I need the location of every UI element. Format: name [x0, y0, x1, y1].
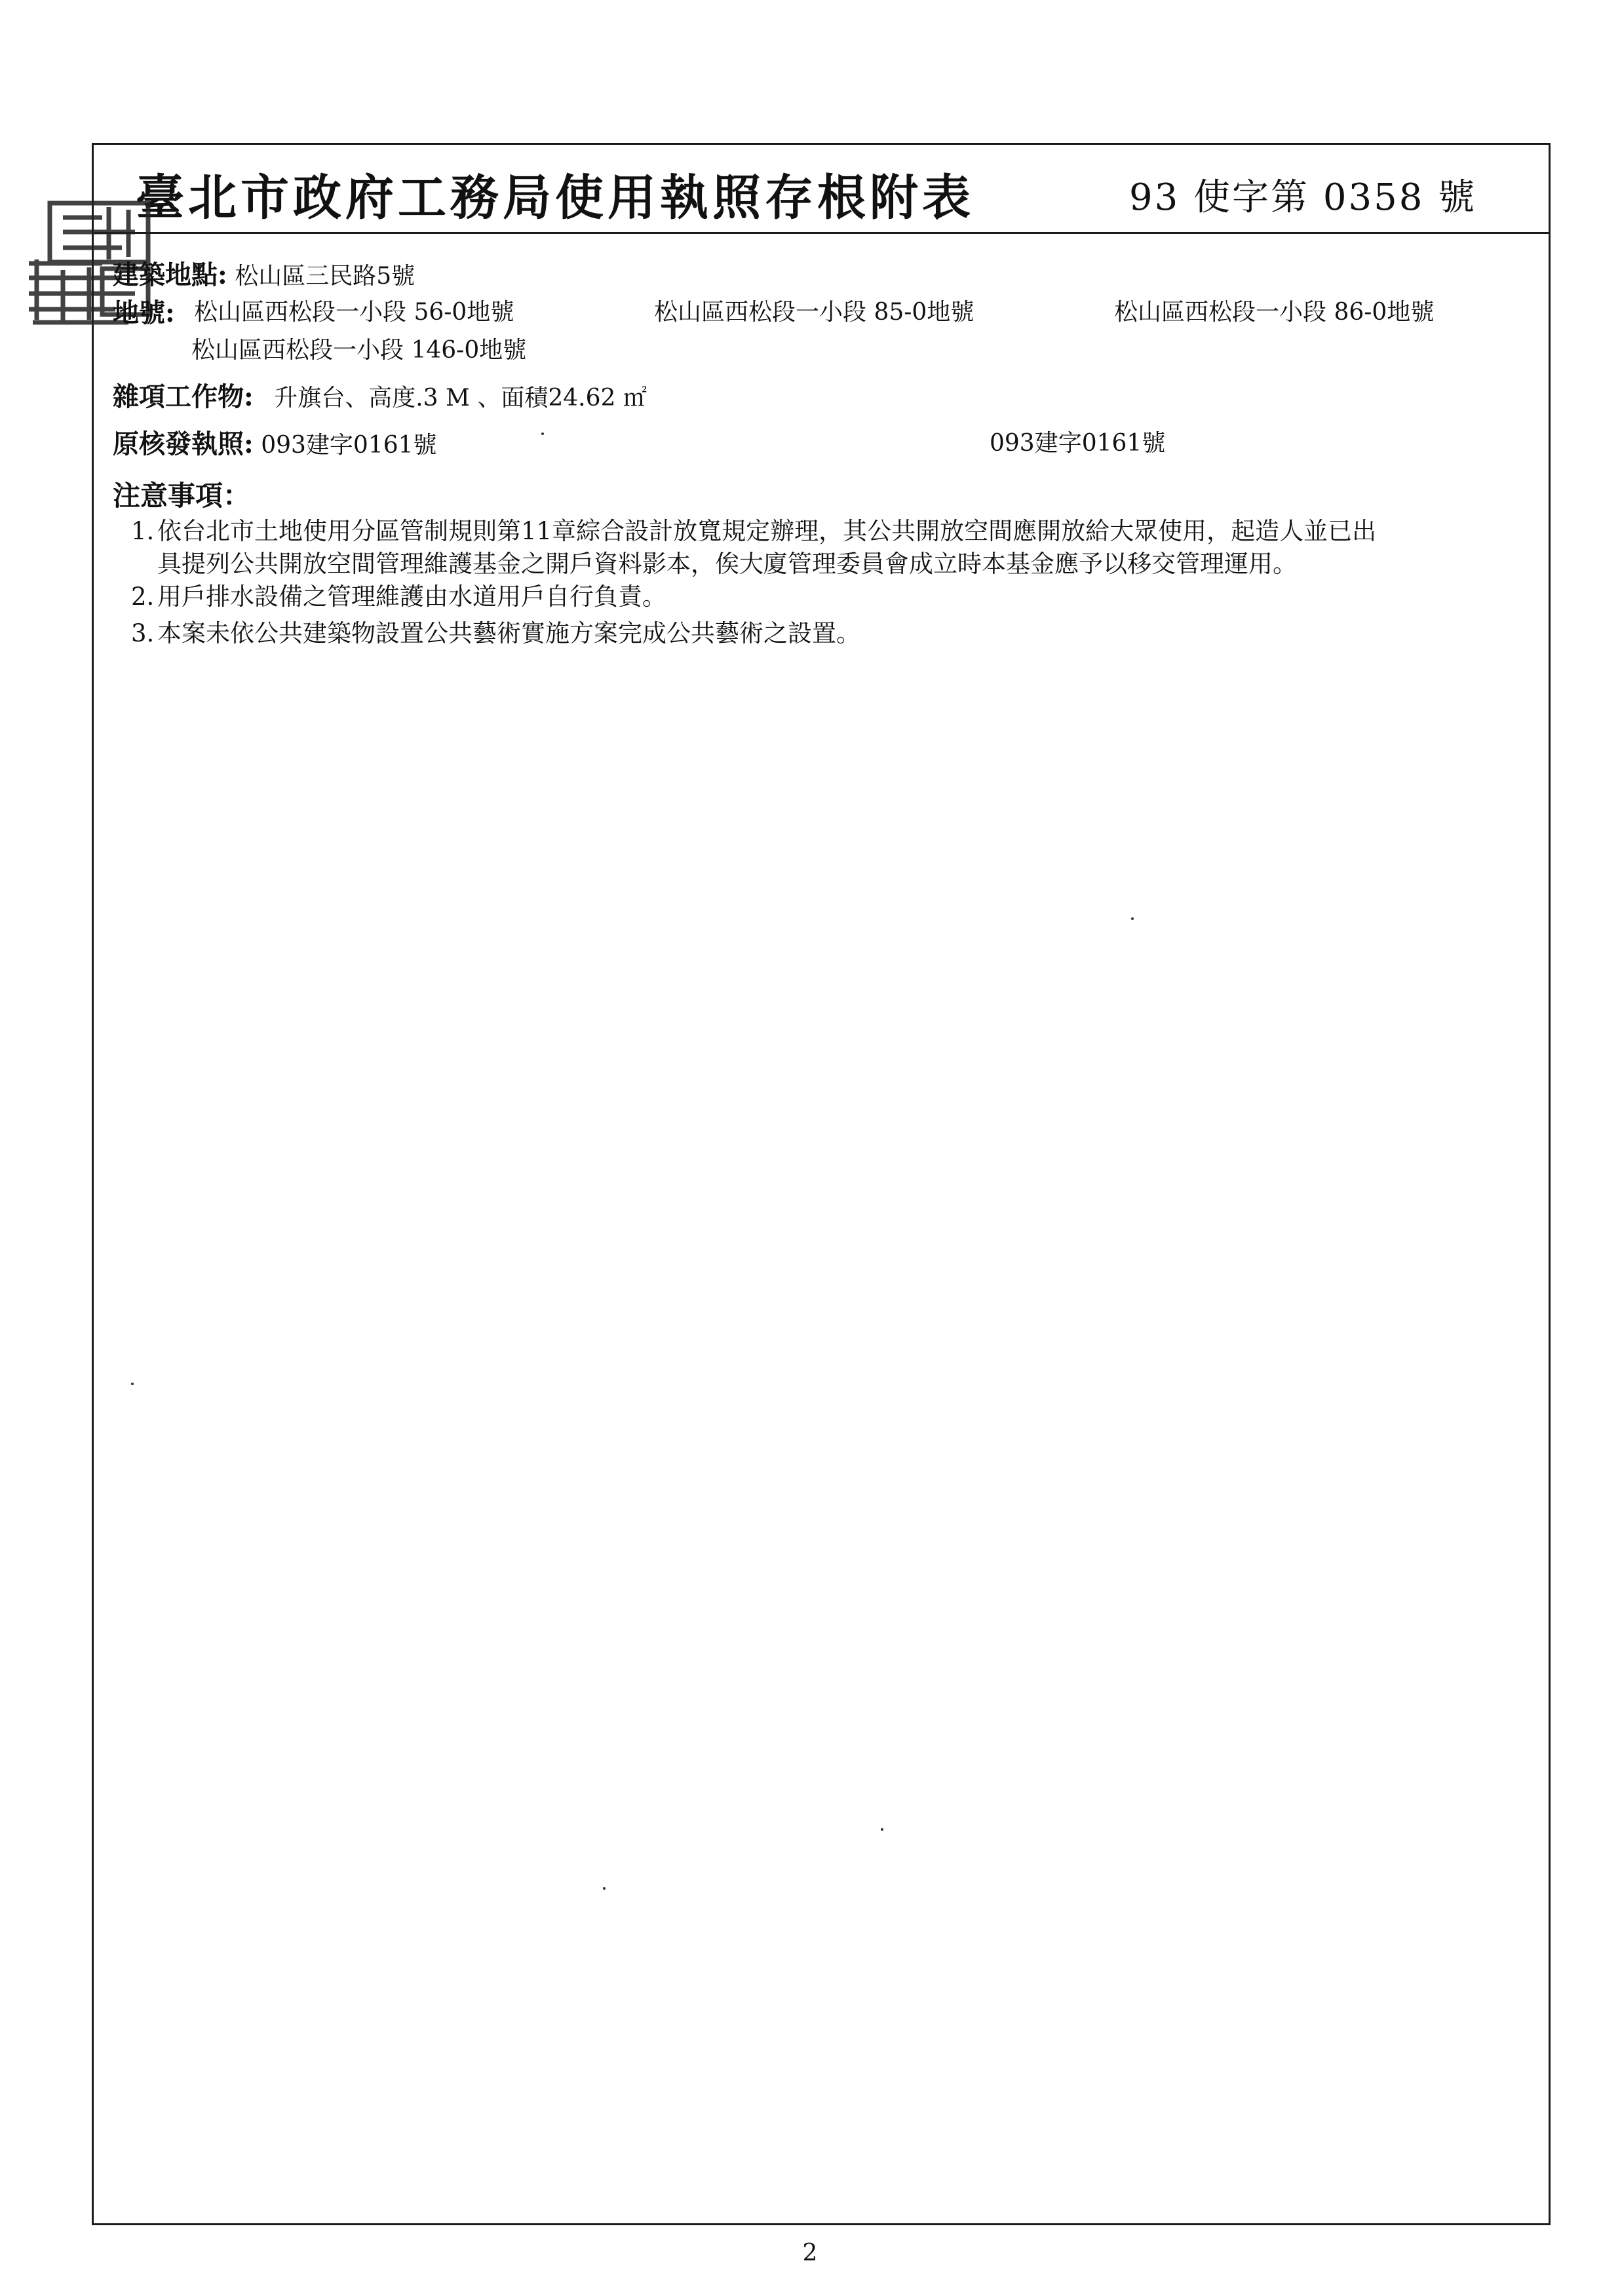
- scan-speck: [881, 1828, 883, 1831]
- original-license-label: 原核發執照:: [113, 429, 254, 459]
- note-item: [131, 511, 1376, 546]
- misc-works-label: 雜項工作物:: [113, 381, 254, 412]
- lot-item: 松山區西松段一小段 56-0地號: [194, 299, 514, 326]
- page-number: 2: [802, 2240, 818, 2267]
- notes-heading: 注意事項：: [113, 480, 251, 512]
- original-license-value-right: 093建字0161號: [990, 430, 1166, 457]
- lot-item: 松山區西松段一小段 86-0地號: [1114, 299, 1435, 326]
- building-location-row: [113, 254, 415, 292]
- misc-works-value: 升旗台、高度.3 M 、面積24.62 ㎡: [274, 385, 647, 411]
- note-item: [131, 577, 666, 612]
- document-title: 臺北市政府工務局使用執照存根附表: [136, 170, 974, 226]
- original-license-value-left: 093建字0161號: [261, 432, 437, 459]
- note-text-continued: 具提列公共開放空間管理維護基金之開戶資料影本，俟大廈管理委員會成立時本基金應予以移交管理運用。: [157, 550, 1297, 578]
- scan-speck: [541, 432, 544, 435]
- note-number: 1.: [131, 517, 155, 545]
- lot-item: 松山區西松段一小段 146-0地號: [191, 337, 527, 364]
- document-header: [94, 145, 1549, 234]
- note-item: [131, 613, 860, 649]
- building-location-value: 松山區三民路5號: [235, 263, 415, 290]
- note-text: 用戶排水設備之管理維護由水道用戶自行負責。: [157, 583, 666, 611]
- lot-number-row: [113, 292, 175, 330]
- note-text: 本案未依公共建築物設置公共藝術實施方案完成公共藝術之設置。: [157, 619, 860, 647]
- lot-number-label: 地號:: [113, 297, 175, 328]
- scan-speck: [1131, 917, 1134, 920]
- note-text: 依台北市土地使用分區管制規則第11章綜合設計放寬規定辦理，其公共開放空間應開放給大眾使用，起造人並已出: [157, 517, 1377, 545]
- misc-works-row: [113, 376, 647, 413]
- lot-item: 松山區西松段一小段 85-0地號: [654, 299, 974, 326]
- note-number: 2.: [131, 583, 155, 611]
- scan-speck: [603, 1887, 606, 1890]
- scan-speck: [131, 1383, 134, 1385]
- building-location-label: 建築地點:: [113, 259, 227, 290]
- original-license-row: [113, 423, 437, 461]
- note-number: 3.: [131, 619, 155, 647]
- permit-number: 93 使字第 0358 號: [1129, 176, 1477, 219]
